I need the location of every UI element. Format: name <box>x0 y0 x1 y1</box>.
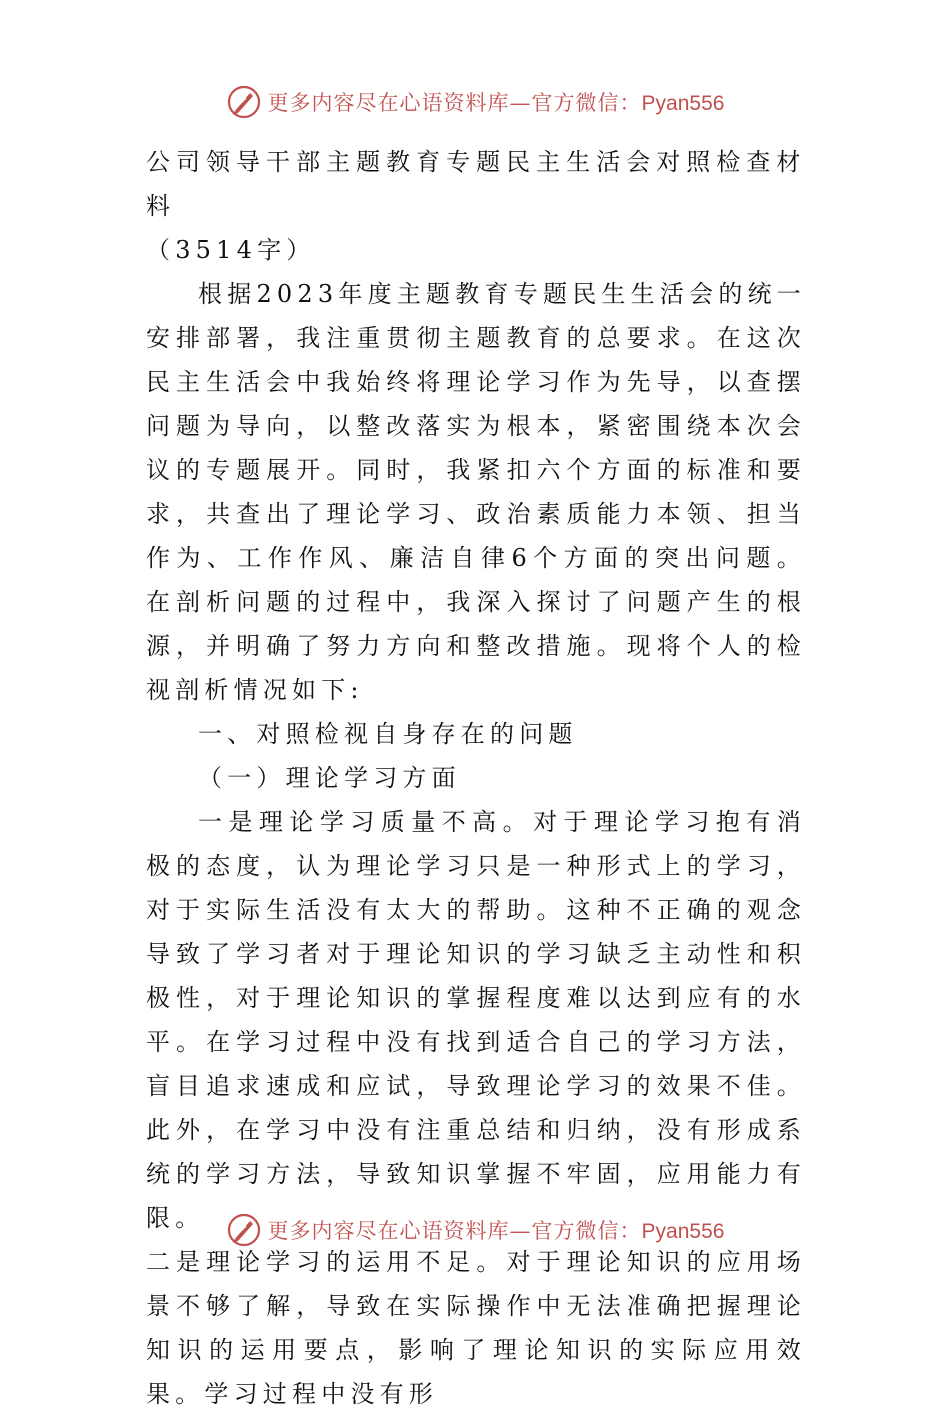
footer-banner <box>0 1210 950 1250</box>
quill-pen-logo-icon <box>226 1212 262 1248</box>
document-title: 公司领导干部主题教育专题民主生活会对照检查材料 <box>146 148 806 220</box>
banner-text: 更多内容尽在心语资料库—官方微信：Pyan556 <box>267 1219 725 1243</box>
intro-paragraph: 根据2023年度主题教育专题民生生活会的统一安排部署，我注重贯彻主题教育的总要求。在这次民主生活会中我始终将理论学习作为先导，以查摆问题为导向，以整改落实为根本，紧密围绕本次会议的专题展开。同时，我紧扣六个方面的标准和要求，共查出了理论学习、政治素质能力本领、担当作为、工作作风、廉洁自律6个方面的突出问题。在剖析问题的过程中，我深入探讨了问题产生的根源，并明确了努力方向和整改措施。现将个人的检视剖析情况如下: <box>146 280 806 704</box>
banner-text: 更多内容尽在心语资料库—官方微信：Pyan556 <box>267 91 725 115</box>
header-banner <box>0 82 950 122</box>
quill-pen-logo-icon <box>226 84 262 120</box>
section-heading: 一、对照检视自身存在的问题 <box>198 720 578 748</box>
body-paragraph-1: 一是理论学习质量不高。对于理论学习抱有消极的态度，认为理论学习只是一种形式上的学习，对于实际生活没有太大的帮助。这种不正确的观念导致了学习者对于理论知识的学习缺乏主动性和积极性，对于理论知识的掌握程度难以达到应有的水平。在学习过程中没有找到适合自己的学习方法，盲目追求速成和应试，导致理论学习的效果不佳。此外，在学习中没有注重总结和归纳，没有形成系统的学习方法，导致知识掌握不牢固，应用能力有限。 <box>146 808 806 1232</box>
body-paragraph-2: 二是理论学习的运用不足。对于理论知识的应用场景不够了解，导致在实际操作中无法准确把握理论知识的运用要点，影响了理论知识的实际应用效果。学习过程中没有形 <box>146 1248 806 1408</box>
document-title-wordcount: （3514字） <box>146 236 316 264</box>
subsection-heading: （一）理论学习方面 <box>198 764 461 792</box>
